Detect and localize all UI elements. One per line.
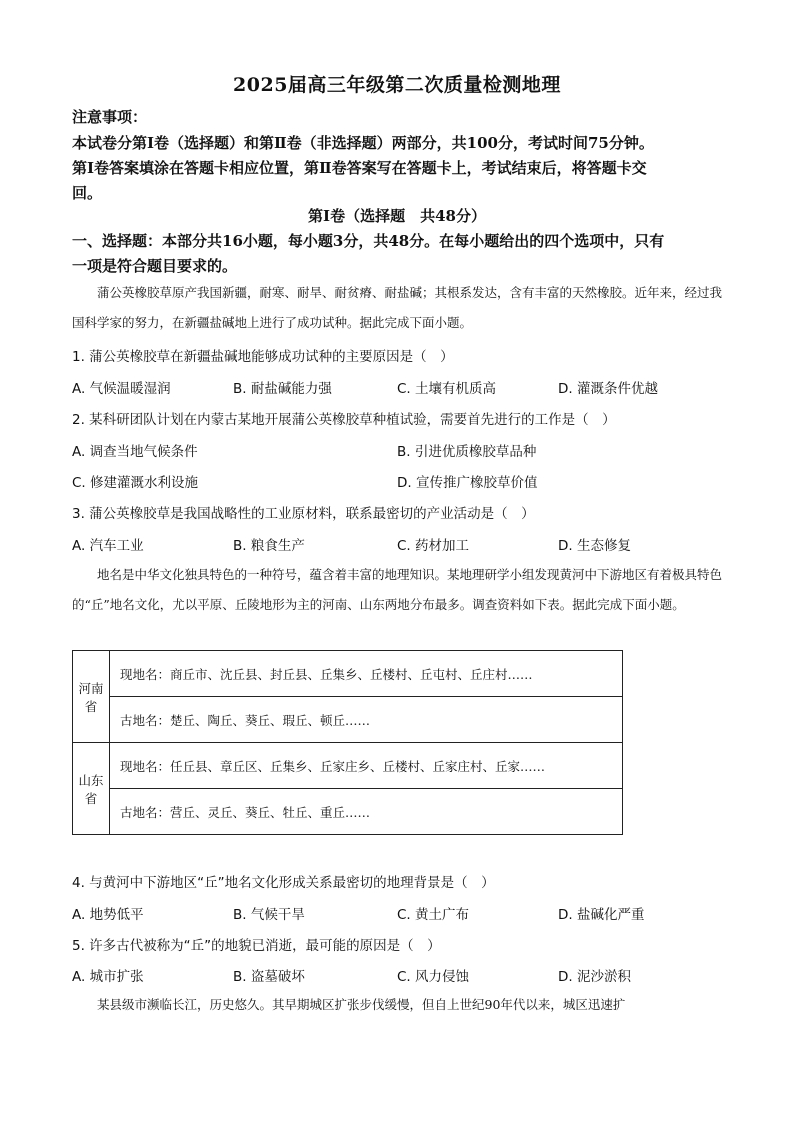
question-5-option-d[interactable]: D. 泥沙淤积	[558, 969, 631, 985]
question-4-option-a[interactable]: A. 地势低平	[72, 907, 144, 923]
question-1-stem: 1. 蒲公英橡胶草在新疆盐碱地能够成功试种的主要原因是（ ）	[72, 349, 454, 365]
question-4-option-d[interactable]: D. 盐碱化严重	[558, 907, 645, 923]
ancient-names-cell: 古地名：营丘、灵丘、葵丘、牡丘、重丘……	[110, 789, 623, 835]
modern-names-cell: 现地名：任丘县、章丘区、丘集乡、丘家庄乡、丘楼村、丘家庄村、丘家……	[110, 743, 623, 789]
question-2-option-a[interactable]: A. 调查当地气候条件	[72, 444, 198, 460]
question-1-option-d[interactable]: D. 灌溉条件优越	[558, 381, 658, 397]
table-row	[73, 697, 623, 743]
question-5-stem: 5. 许多古代被称为“丘”的地貌已消逝，最可能的原因是（ ）	[72, 938, 441, 954]
question-1-option-a[interactable]: A. 气候温暖湿润	[72, 381, 171, 397]
question-3-option-c[interactable]: C. 药材加工	[397, 538, 470, 554]
question-4-stem: 4. 与黄河中下游地区“丘”地名文化形成关系最密切的地理背景是（ ）	[72, 875, 495, 891]
question-2-option-c[interactable]: C. 修建灌溉水利设施	[72, 475, 199, 491]
question-4-option-b[interactable]: B. 气候干旱	[233, 907, 305, 923]
province-cell: 山东省	[73, 743, 110, 835]
question-5-option-b[interactable]: B. 盗墓破坏	[233, 969, 305, 985]
question-3-option-b[interactable]: B. 粮食生产	[233, 538, 305, 554]
question-1-option-b[interactable]: B. 耐盐碱能力强	[233, 381, 332, 397]
place-name-table	[72, 650, 623, 835]
question-5-option-c[interactable]: C. 风力侵蚀	[397, 969, 470, 985]
question-2-stem: 2. 某科研团队计划在内蒙古某地开展蒲公英橡胶草种植试验，需要首先进行的工作是（ ）	[72, 412, 616, 428]
notice-line-2: 第Ⅰ卷答案填涂在答题卡相应位置，第Ⅱ卷答案写在答题卡上，考试结束后，将答题卡交	[72, 159, 647, 177]
question-3-option-a[interactable]: A. 汽车工业	[72, 538, 144, 554]
table-row	[73, 651, 623, 697]
table-row	[73, 789, 623, 835]
section-instruction-1: 一、选择题：本部分共16小题，每小题3分，共48分。在每小题给出的四个选项中，只有	[72, 232, 665, 250]
notice-line-3: 回。	[72, 184, 103, 202]
question-3-stem: 3. 蒲公英橡胶草是我国战略性的工业原材料，联系最密切的产业活动是（ ）	[72, 506, 535, 522]
section-title: 第Ⅰ卷（选择题 共48分）	[308, 207, 486, 225]
notice-line-1: 本试卷分第Ⅰ卷（选择题）和第Ⅱ卷（非选择题）两部分，共100分，考试时间75分钟。	[72, 134, 654, 152]
table-row	[73, 743, 623, 789]
section-instruction-2: 一项是符合题目要求的。	[72, 257, 238, 275]
question-1-option-c[interactable]: C. 土壤有机质高	[397, 381, 497, 397]
question-4-option-c[interactable]: C. 黄土广布	[397, 907, 470, 923]
modern-names-cell: 现地名：商丘市、沈丘县、封丘县、丘集乡、丘楼村、丘屯村、丘庄村……	[110, 651, 623, 697]
question-2-option-b[interactable]: B. 引进优质橡胶草品种	[397, 444, 537, 460]
exam-title: 2025届高三年级第二次质量检测地理	[233, 74, 561, 96]
question-5-option-a[interactable]: A. 城市扩张	[72, 969, 144, 985]
passage-dandelion: 蒲公英橡胶草原产我国新疆，耐寒、耐旱、耐贫瘠、耐盐碱；其根系发达，含有丰富的天然橡胶。近年来，经过我国科学家的努力，在新疆盐碱地上进行了成功试种。据此完成下面小题。	[72, 285, 723, 330]
ancient-names-cell: 古地名：楚丘、陶丘、葵丘、瑕丘、顿丘……	[110, 697, 623, 743]
question-2-option-d[interactable]: D. 宣传推广橡胶草价值	[397, 475, 538, 491]
notice-heading: 注意事项：	[72, 108, 148, 126]
passage-place-names: 地名是中华文化独具特色的一种符号，蕴含着丰富的地理知识。某地理研学小组发现黄河中下游地区有着极具特色的“丘”地名文化，尤以平原、丘陵地形为主的河南、山东两地分布最多。调查资料如下表。据此完成下面小题。	[72, 567, 723, 612]
province-cell: 河南省	[73, 651, 110, 743]
question-3-option-d[interactable]: D. 生态修复	[558, 538, 631, 554]
passage-county-city: 某县级市濒临长江，历史悠久。其早期城区扩张步伐缓慢，但自上世纪90年代以来，城区迅速扩	[97, 997, 626, 1012]
